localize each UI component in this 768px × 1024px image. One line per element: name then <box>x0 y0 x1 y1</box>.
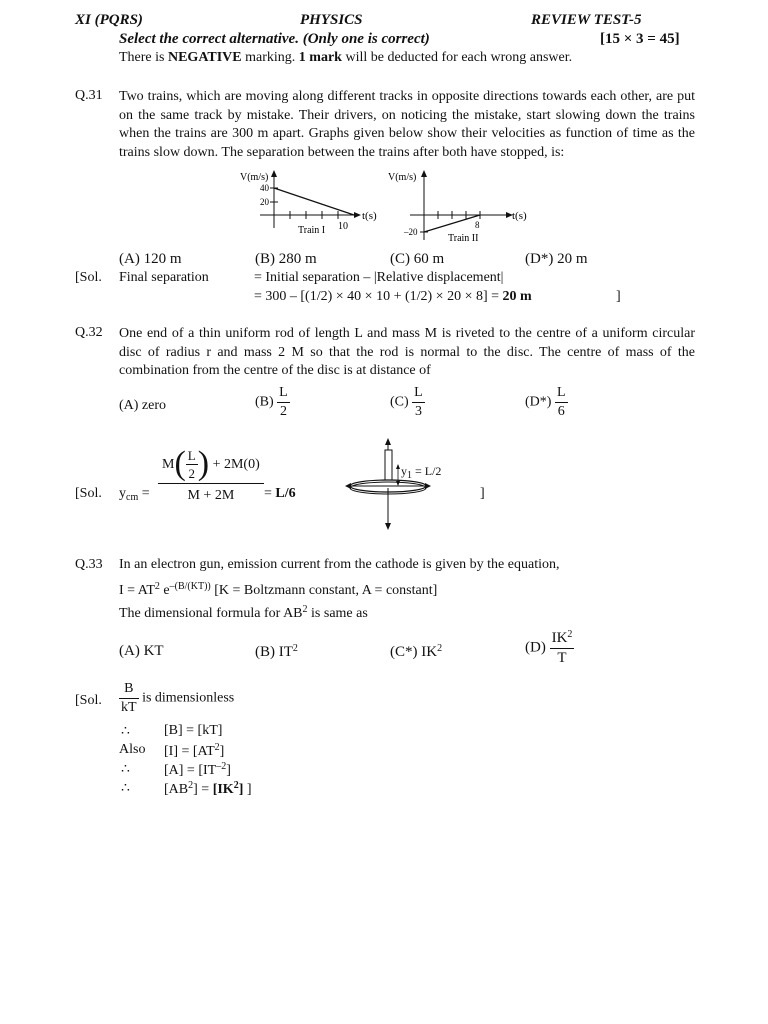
fraction <box>186 449 198 480</box>
step-text: [AB <box>164 782 189 797</box>
graph-train-1 <box>240 170 377 236</box>
emission-equation <box>119 581 437 599</box>
question-text: One end of a thin uniform rod of length L and mass M is riveted to the centre of a uniform circular disc of radius r and mass 2 M so that the rod is normal to the disc. The centre of mass of the combination from the centre of the disc is at distance of <box>119 326 695 379</box>
numerator: L <box>414 385 423 400</box>
answer-value: L/6 <box>275 486 296 501</box>
graph-caption: Train II <box>448 233 479 244</box>
numerator: L <box>556 385 566 400</box>
graph-train-2 <box>388 170 527 244</box>
final-answer <box>213 782 244 797</box>
note-text: will be deducted for each wrong answer. <box>341 50 573 65</box>
xlabel: t(s) <box>362 210 377 222</box>
solution-text: is dimensionless <box>142 690 235 706</box>
numerator: L <box>279 385 288 400</box>
note-bold: 1 mark <box>298 50 342 65</box>
superscript: 2 <box>233 780 239 791</box>
note-text: There is <box>119 50 168 65</box>
figure-label <box>401 464 441 481</box>
question-prompt <box>119 604 368 622</box>
fraction <box>555 386 568 419</box>
solution-close: ] <box>480 486 485 501</box>
ycm-subscript: cm <box>126 492 139 503</box>
equation-part: e <box>159 583 170 598</box>
numerator-text: IK <box>551 630 568 646</box>
ycm-symbol: y <box>119 486 126 501</box>
option-b[interactable] <box>255 643 298 661</box>
equation-note: [K = Boltzmann constant, A = constant] <box>214 583 438 598</box>
therefore-symbol: ∴ <box>121 781 130 796</box>
com-formula <box>158 447 264 504</box>
question-number: Q.31 <box>75 88 103 103</box>
denominator: 2 <box>186 464 198 480</box>
solution-label: [Sol. <box>75 270 102 285</box>
left-paren: ( <box>174 445 186 482</box>
option-c[interactable] <box>390 643 442 661</box>
label-value: = L/2 <box>412 464 442 478</box>
label-subscript: 1 <box>407 470 412 481</box>
superscript: 2 <box>292 643 298 654</box>
question-number: Q.32 <box>75 325 103 340</box>
note-text: marking. <box>241 50 299 65</box>
numerator: L <box>187 448 196 464</box>
equals: = <box>141 486 150 501</box>
superscript: 2 <box>302 604 308 615</box>
solution-text: Final separation <box>119 270 209 285</box>
superscript: 2 <box>214 742 220 753</box>
solution-step <box>164 742 224 760</box>
option-label: (B) <box>255 394 274 410</box>
option-label: (C*) IK <box>390 644 438 660</box>
numerator-rest: + 2M(0) <box>212 457 260 472</box>
note-bold: NEGATIVE <box>167 50 242 65</box>
fraction <box>277 386 290 419</box>
answer-text: ] <box>238 782 244 797</box>
right-paren: ) <box>197 445 210 482</box>
class-label: XI (PQRS) <box>75 12 143 28</box>
ylabel: V(m/s) <box>240 172 269 183</box>
option-c[interactable] <box>390 386 425 419</box>
solution-step: [B] = [kT] <box>164 723 223 738</box>
denominator: 3 <box>412 402 425 419</box>
superscript: 2 <box>154 581 160 592</box>
step-text: [A] = [IT <box>164 763 217 778</box>
instruction: Select the correct alternative. (Only one is correct) <box>119 31 430 47</box>
option-c[interactable]: (C) 60 m <box>390 251 445 267</box>
mass-symbol: M <box>162 457 175 472</box>
solution-step <box>164 761 231 779</box>
marks-scheme: [15 × 3 = 45] <box>600 31 680 47</box>
denominator: kT <box>121 700 137 715</box>
fraction <box>550 630 575 666</box>
option-d[interactable] <box>525 386 568 419</box>
figure-drawing <box>343 438 453 530</box>
superscript: 2 <box>188 780 194 791</box>
velocity-time-graphs <box>230 168 550 248</box>
numerator: B <box>124 681 134 696</box>
ylabel: V(m/s) <box>388 172 417 183</box>
tick-label: 8 <box>475 220 480 230</box>
tick-label: 20 <box>260 197 269 207</box>
step-text: ] <box>219 744 225 759</box>
step-text: ] <box>226 763 231 778</box>
ycm-label <box>119 486 150 503</box>
solution-step <box>164 780 252 798</box>
negative-marking-note <box>119 50 572 66</box>
option-label: (D*) <box>525 394 552 410</box>
option-d[interactable]: (D*) 20 m <box>525 251 588 267</box>
solution-text <box>254 289 532 305</box>
option-a[interactable]: (A) KT <box>119 643 164 659</box>
solution-fraction-line <box>119 682 234 715</box>
tick-label: 40 <box>260 183 269 193</box>
option-a[interactable]: (A) 120 m <box>119 251 182 267</box>
option-a[interactable] <box>119 398 166 414</box>
denominator: T <box>550 648 575 666</box>
option-b[interactable] <box>255 386 290 419</box>
xlabel: t(s) <box>512 210 527 222</box>
test-title: REVIEW TEST-5 <box>531 12 642 28</box>
label-symbol: y <box>401 464 407 478</box>
formula-numerator <box>158 447 264 483</box>
option-label: (C) <box>390 394 409 410</box>
question-text: Two trains, which are moving along different tracks in opposite directions towards each other, are put on the same track by mistake. Their drivers, on noticing the mistake, start slowing down the trains when the trains are 300 m apart. Graphs given below show their velocities as function of time as the trains slow down. The separation between the trains after both have stopped, is: <box>119 89 695 160</box>
therefore-symbol: ∴ <box>121 762 130 777</box>
superscript: 2 <box>437 643 443 654</box>
tick-label: 10 <box>338 221 348 232</box>
solution-answer <box>264 486 296 502</box>
prompt-text: The dimensional formula for AB <box>119 606 303 621</box>
step-text: [I] = [AT <box>164 744 215 759</box>
step-text: ] = <box>193 782 213 797</box>
option-label: (D) <box>525 639 546 656</box>
option-d[interactable] <box>525 630 574 666</box>
solution-close: ] <box>246 782 252 797</box>
solution-close: ] <box>616 289 621 304</box>
solution-expression: = 300 – [(1/2) × 40 × 10 + (1/2) × 20 × 8] = <box>254 289 503 304</box>
tick-label: –20 <box>404 227 418 237</box>
denominator: 6 <box>555 402 568 419</box>
fraction <box>412 386 425 419</box>
option-b[interactable]: (B) 280 m <box>255 251 317 267</box>
solution-text: = Initial separation – |Relative displacement| <box>254 270 504 285</box>
solution-answer: 20 m <box>502 289 532 304</box>
graph-caption: Train I <box>298 225 326 236</box>
fraction <box>119 682 139 715</box>
equals: = <box>264 486 272 501</box>
denominator: 2 <box>277 402 290 419</box>
question-text: In an electron gun, emission current from the cathode is given by the equation, <box>119 557 560 572</box>
therefore-symbol: ∴ <box>121 724 130 739</box>
formula-denominator: M + 2M <box>158 483 264 504</box>
superscript: 2 <box>567 629 573 640</box>
solution-label: [Sol. <box>75 486 102 501</box>
also-label: Also <box>119 742 146 757</box>
superscript: –2 <box>216 761 227 772</box>
option-label: (B) IT <box>255 644 293 660</box>
numerator <box>550 630 575 648</box>
exponent: –(B/(KT)) <box>169 581 211 592</box>
rod-disc-figure <box>343 438 453 530</box>
subject-title: PHYSICS <box>300 12 363 28</box>
prompt-text: is same as <box>307 606 368 621</box>
answer-text: [IK <box>212 782 234 797</box>
option-label: (A) zero <box>119 398 167 413</box>
equation-part: I = AT <box>119 583 155 598</box>
solution-label: [Sol. <box>75 693 102 708</box>
question-number: Q.33 <box>75 557 103 572</box>
